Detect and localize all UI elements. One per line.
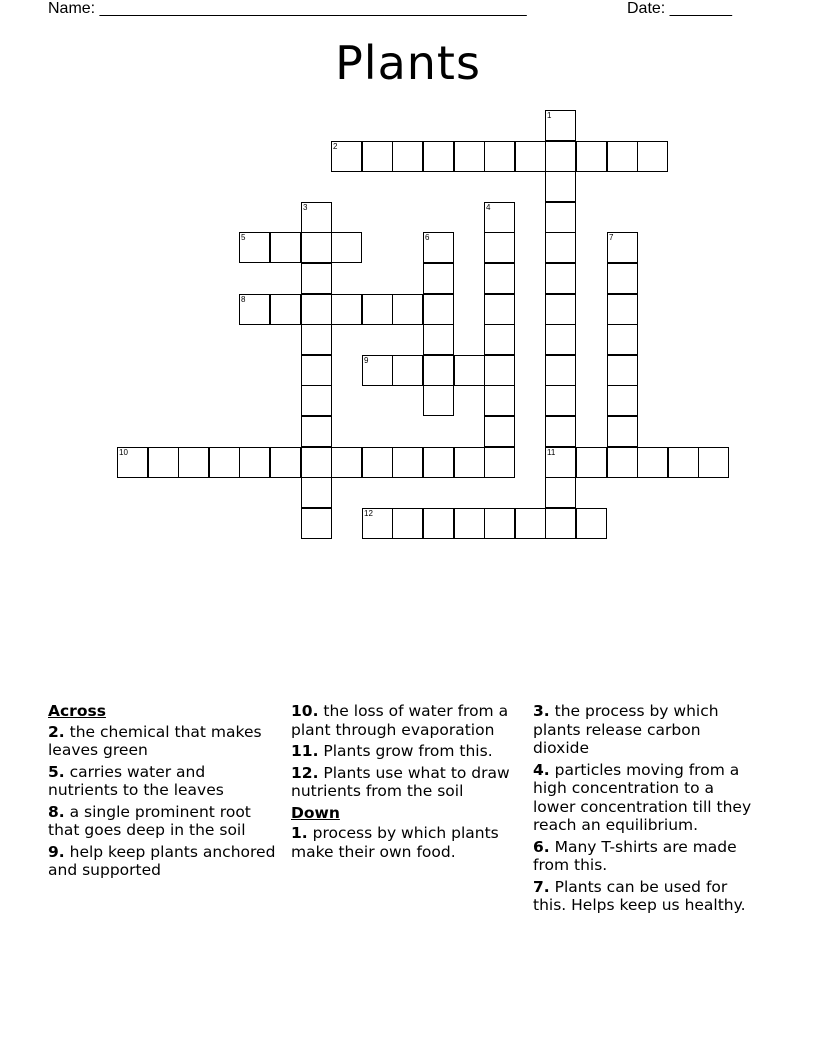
- grid-cell[interactable]: [392, 141, 423, 172]
- clue-across-11: 11. Plants grow from this.: [291, 742, 493, 760]
- clues-column-1: [48, 702, 276, 883]
- grid-cell[interactable]: [484, 263, 515, 294]
- grid-cell[interactable]: [607, 355, 638, 386]
- grid-cell[interactable]: [607, 232, 638, 263]
- grid-cell[interactable]: [545, 355, 576, 386]
- grid-cell[interactable]: [178, 447, 209, 478]
- grid-cell[interactable]: [301, 385, 332, 416]
- grid-cell[interactable]: [637, 447, 668, 478]
- down-heading: Down: [291, 803, 340, 822]
- clue-down-1: 1. process by which plants make their own food.: [291, 824, 499, 861]
- grid-cell[interactable]: [362, 294, 393, 325]
- grid-cell[interactable]: [607, 385, 638, 416]
- grid-cell[interactable]: [301, 324, 332, 355]
- grid-cell[interactable]: [423, 385, 454, 416]
- grid-cell[interactable]: [576, 141, 607, 172]
- grid-cell[interactable]: [331, 141, 362, 172]
- grid-cell[interactable]: [607, 324, 638, 355]
- grid-cell[interactable]: [637, 141, 668, 172]
- grid-cell[interactable]: [301, 477, 332, 508]
- grid-cell[interactable]: [698, 447, 729, 478]
- clue-across-8: 8. a single prominent root that goes deep in the soil: [48, 802, 251, 839]
- grid-cell[interactable]: [545, 110, 576, 141]
- clue-across-5: 5. carries water and nutrients to the leaves: [48, 762, 224, 799]
- cell-number: 5: [241, 233, 246, 242]
- clue-across-10: 10. the loss of water from a plant through evaporation: [291, 702, 509, 739]
- grid-cell[interactable]: [423, 294, 454, 325]
- grid-cell[interactable]: [270, 232, 301, 263]
- grid-cell[interactable]: [607, 263, 638, 294]
- grid-cell[interactable]: [301, 263, 332, 294]
- grid-cell[interactable]: [484, 355, 515, 386]
- grid-cell[interactable]: [484, 232, 515, 263]
- grid-cell[interactable]: [545, 385, 576, 416]
- clue-down-4: 4. particles moving from a high concentration to a lower concentration till they reach an equilibrium.: [533, 760, 752, 834]
- grid-cell[interactable]: [668, 447, 699, 478]
- clue-down-3: 3. the process by which plants release carbon dioxide: [533, 702, 719, 757]
- grid-cell[interactable]: [484, 385, 515, 416]
- grid-cell[interactable]: [607, 294, 638, 325]
- grid-cell[interactable]: [392, 508, 423, 539]
- grid-cell[interactable]: [301, 508, 332, 539]
- grid-cell[interactable]: [454, 355, 485, 386]
- grid-cell[interactable]: [545, 416, 576, 447]
- across-heading: Across: [48, 702, 106, 720]
- cell-number: 3: [303, 203, 308, 212]
- grid-cell[interactable]: [484, 416, 515, 447]
- grid-cell[interactable]: [576, 447, 607, 478]
- clue-down-7: 7. Plants can be used for this. Helps keep us healthy.: [533, 877, 746, 914]
- grid-cell[interactable]: [331, 447, 362, 478]
- cell-number: 11: [547, 448, 556, 457]
- cell-number: 4: [486, 203, 491, 212]
- grid-cell[interactable]: [209, 447, 240, 478]
- grid-cell[interactable]: [423, 447, 454, 478]
- clues-column-2: [291, 702, 519, 864]
- clue-down-6: 6. Many T-shirts are made from this.: [533, 837, 737, 874]
- grid-cell[interactable]: [545, 324, 576, 355]
- grid-cell[interactable]: [331, 232, 362, 263]
- grid-cell[interactable]: [576, 508, 607, 539]
- name-field[interactable]: Name: ________________________________________________: [48, 0, 527, 17]
- grid-cell[interactable]: [148, 447, 179, 478]
- grid-cell[interactable]: [362, 355, 393, 386]
- grid-cell[interactable]: [454, 141, 485, 172]
- grid-cell[interactable]: [515, 508, 546, 539]
- grid-cell[interactable]: [270, 447, 301, 478]
- cell-number: 10: [119, 448, 128, 457]
- grid-cell[interactable]: [392, 447, 423, 478]
- grid-cell[interactable]: [545, 477, 576, 508]
- clue-across-12: 12. Plants use what to draw nutrients from the soil: [291, 763, 510, 800]
- grid-cell[interactable]: [607, 447, 638, 478]
- grid-cell[interactable]: [392, 355, 423, 386]
- grid-cell[interactable]: [362, 508, 393, 539]
- grid-cell[interactable]: [362, 141, 393, 172]
- cell-number: 12: [364, 509, 373, 518]
- date-field[interactable]: Date: _______: [627, 0, 732, 17]
- grid-cell[interactable]: [239, 294, 270, 325]
- grid-cell[interactable]: [270, 294, 301, 325]
- cell-number: 2: [333, 142, 338, 151]
- grid-cell[interactable]: [239, 232, 270, 263]
- grid-cell[interactable]: [607, 416, 638, 447]
- grid-cell[interactable]: [423, 324, 454, 355]
- grid-cell[interactable]: [301, 447, 332, 478]
- grid-cell[interactable]: [423, 232, 454, 263]
- grid-cell[interactable]: [484, 508, 515, 539]
- grid-cell[interactable]: [423, 263, 454, 294]
- grid-cell[interactable]: [301, 232, 332, 263]
- grid-cell[interactable]: [515, 141, 546, 172]
- grid-cell[interactable]: [117, 447, 148, 478]
- grid-cell[interactable]: [607, 141, 638, 172]
- grid-cell[interactable]: [545, 508, 576, 539]
- cell-number: 1: [547, 111, 552, 120]
- grid-cell[interactable]: [545, 232, 576, 263]
- grid-cell[interactable]: [545, 447, 576, 478]
- grid-cell[interactable]: [545, 202, 576, 233]
- cell-number: 8: [241, 295, 246, 304]
- page-title: Plants: [335, 36, 481, 90]
- grid-cell[interactable]: [423, 508, 454, 539]
- cell-number: 6: [425, 233, 430, 242]
- grid-cell[interactable]: [545, 141, 576, 172]
- clues-column-3: [533, 702, 761, 918]
- grid-cell[interactable]: [301, 294, 332, 325]
- grid-cell[interactable]: [545, 171, 576, 202]
- grid-cell[interactable]: [423, 141, 454, 172]
- grid-cell[interactable]: [484, 294, 515, 325]
- grid-cell[interactable]: [239, 447, 270, 478]
- grid-cell[interactable]: [484, 141, 515, 172]
- clue-across-9: 9. help keep plants anchored and supported: [48, 842, 276, 879]
- cell-number: 9: [364, 356, 369, 365]
- cell-number: 7: [609, 233, 614, 242]
- grid-cell[interactable]: [301, 355, 332, 386]
- clue-across-2: 2. the chemical that makes leaves green: [48, 722, 262, 759]
- grid-cell[interactable]: [484, 324, 515, 355]
- grid-cell[interactable]: [423, 355, 454, 386]
- grid-cell[interactable]: [545, 263, 576, 294]
- grid-cell[interactable]: [392, 294, 423, 325]
- grid-cell[interactable]: [454, 508, 485, 539]
- grid-cell[interactable]: [484, 202, 515, 233]
- grid-cell[interactable]: [301, 416, 332, 447]
- grid-cell[interactable]: [454, 447, 485, 478]
- grid-cell[interactable]: [484, 447, 515, 478]
- grid-cell[interactable]: [362, 447, 393, 478]
- grid-cell[interactable]: [331, 294, 362, 325]
- grid-cell[interactable]: [545, 294, 576, 325]
- grid-cell[interactable]: [301, 202, 332, 233]
